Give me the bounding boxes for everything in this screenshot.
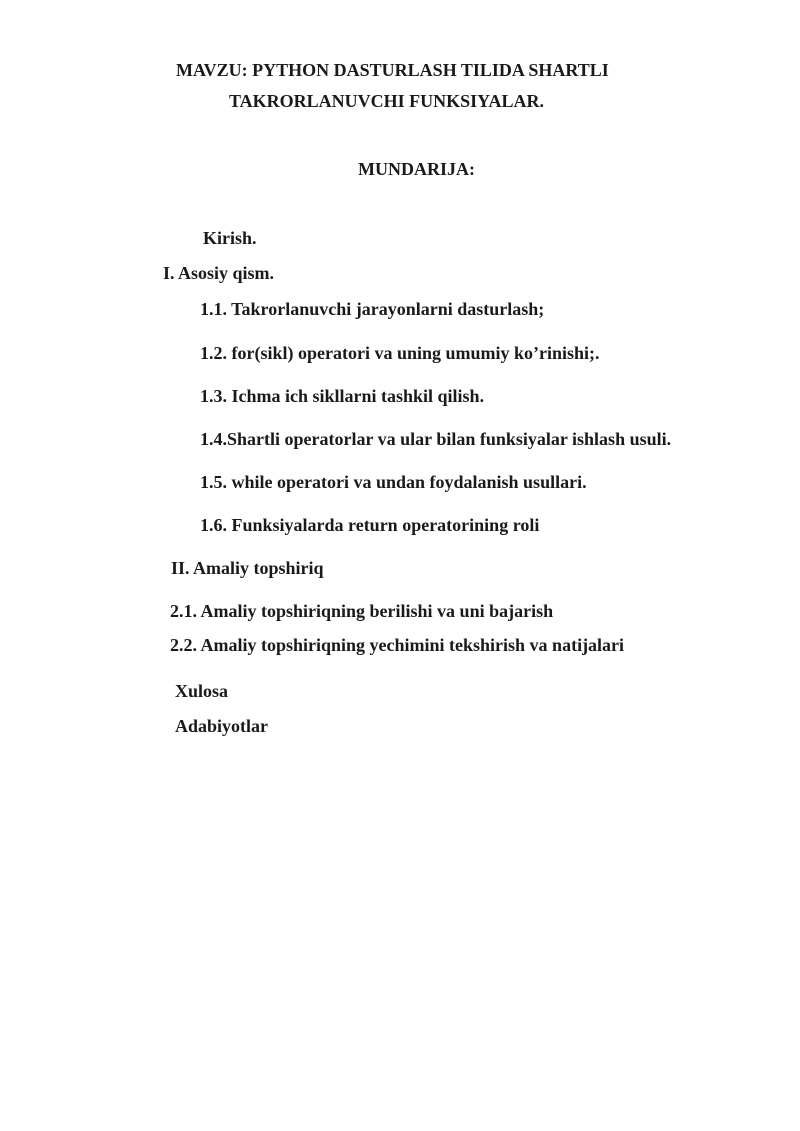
toc-item-1-3: 1.3. Ichma ich sikllarni tashkil qilish. xyxy=(200,386,485,406)
toc-item-2-1: 2.1. Amaliy topshiriqning berilishi va uni bajarish xyxy=(170,601,554,621)
toc-heading: MUNDARIJA: xyxy=(358,159,475,179)
toc-item-references: Adabiyotlar xyxy=(175,716,269,736)
toc-item-1-6: 1.6. Funksiyalarda return operatorining roli xyxy=(200,515,540,535)
toc-item-conclusion: Xulosa xyxy=(175,681,229,701)
toc-item-1-4: 1.4.Shartli operatorlar va ular bilan funksiyalar ishlash usuli. xyxy=(200,429,672,449)
document-title-line-1: MAVZU: PYTHON DASTURLASH TILIDA SHARTLI xyxy=(176,60,609,80)
document-title-line-2: TAKRORLANUVCHI FUNKSIYALAR. xyxy=(229,91,545,111)
toc-item-part-2: II. Amaliy topshiriq xyxy=(171,558,324,578)
toc-item-part-1: I. Asosiy qism. xyxy=(163,263,275,283)
toc-item-1-5: 1.5. while operatori va undan foydalanish usullari. xyxy=(200,472,587,492)
toc-item-2-2: 2.2. Amaliy topshiriqning yechimini tekshirish va natijalari xyxy=(170,635,625,655)
toc-item-1-1: 1.1. Takrorlanuvchi jarayonlarni dasturlash; xyxy=(200,299,545,319)
toc-item-1-2: 1.2. for(sikl) operatori va uning umumiy ko’rinishi;. xyxy=(200,343,600,363)
toc-item-intro: Kirish. xyxy=(203,228,257,248)
